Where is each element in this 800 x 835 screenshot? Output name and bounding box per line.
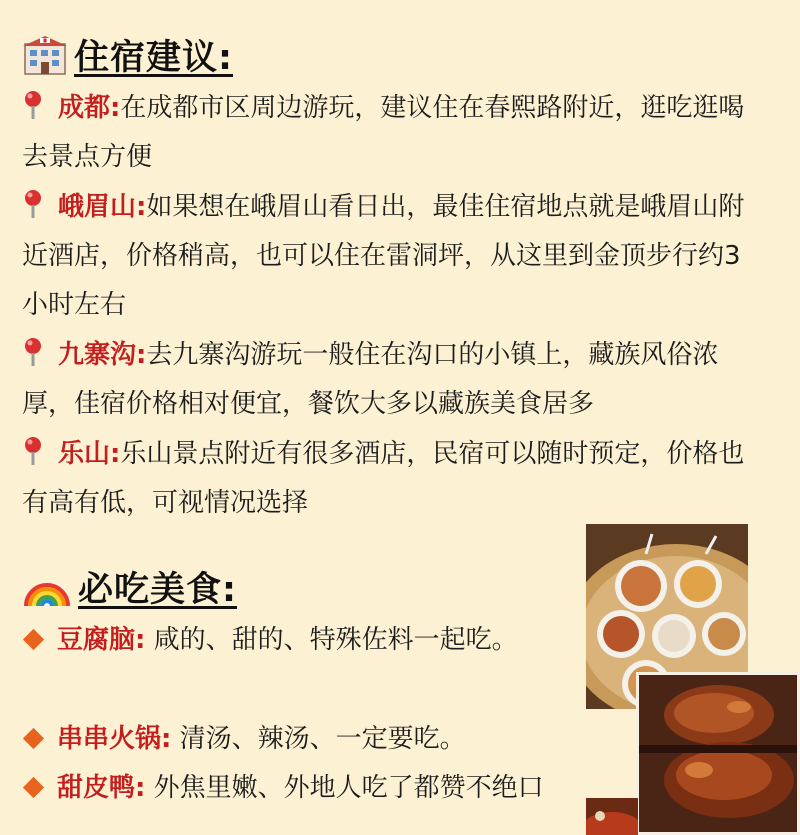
dish-description: 咸的、甜的、特殊佐料一起吃。 [153, 625, 518, 655]
dish-name: 甜皮鸭: [57, 773, 146, 803]
lodging-item [22, 183, 762, 330]
pushpin-icon [22, 189, 44, 219]
hotel-icon [22, 34, 68, 76]
place-description: 如果想在峨眉山看日出，最佳住宿地点就是峨眉山附近酒店，价格稍高，也可以住在雷洞坪，从这里到金顶步行约3小时左右 [22, 192, 745, 320]
dish-name: 串串火锅: [57, 724, 172, 754]
food-item [22, 715, 582, 764]
dish-description: 清汤、辣汤、一定要吃。 [179, 724, 466, 754]
hotpot-photo [586, 798, 638, 835]
lodging-item [22, 84, 762, 182]
place-name: 九寨沟: [58, 340, 147, 370]
dish-name: 豆腐脑: [57, 625, 146, 655]
food-item [22, 616, 582, 665]
pushpin-icon [22, 90, 44, 120]
food-title: 必吃美食: [78, 570, 237, 610]
pushpin-icon [22, 337, 44, 367]
pushpin-icon [22, 436, 44, 466]
lodging-title: 住宿建议: [74, 38, 233, 78]
diamond-bullet-icon [23, 629, 44, 650]
place-name: 峨眉山: [58, 192, 147, 222]
food-item [22, 764, 582, 813]
diamond-bullet-icon [23, 777, 44, 798]
lodging-item [22, 430, 762, 528]
place-name: 乐山: [58, 439, 121, 469]
rainbow-icon [22, 566, 72, 608]
dish-description: 外焦里嫩、外地人吃了都赞不绝口 [153, 773, 544, 803]
place-description: 乐山景点附近有很多酒店，民宿可以随时预定，价格也有高有低，可视情况选择 [22, 439, 745, 518]
lodging-section-title [22, 30, 233, 80]
place-name: 成都: [58, 93, 121, 123]
place-description: 在成都市区周边游玩，建议住在春熙路附近，逛吃逛喝去景点方便 [22, 93, 745, 172]
lodging-item [22, 331, 762, 429]
diamond-bullet-icon [23, 728, 44, 749]
place-description: 去九寨沟游玩一般住在沟口的小镇上，藏族风俗浓厚，佳宿价格相对便宜，餐饮大多以藏族美食居多 [22, 340, 719, 419]
food-section-title [22, 562, 237, 612]
sweet-skin-duck-photo [636, 672, 800, 835]
